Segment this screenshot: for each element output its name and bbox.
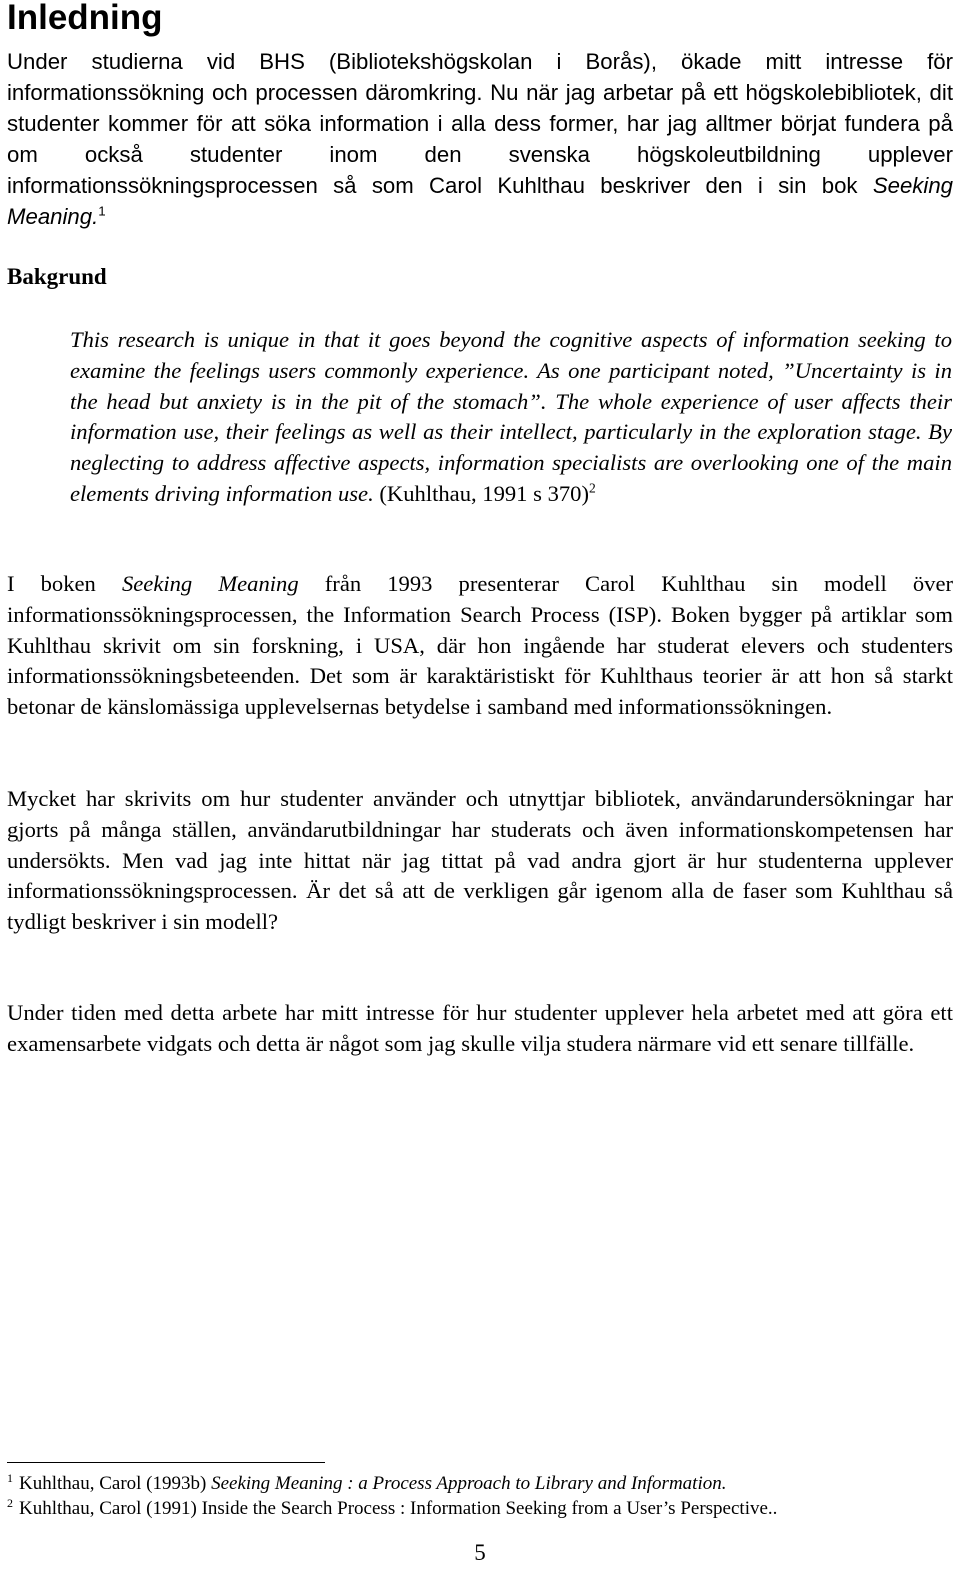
footnote-text: Kuhlthau, Carol (1991) Inside the Search Process : Information Seeking from a User’s Perspective.. (19, 1498, 778, 1519)
footnote-ref-2[interactable]: 2 (588, 480, 596, 496)
body-paragraph-1 (7, 569, 953, 723)
footnote-divider (7, 1462, 325, 1463)
footnote-number: 2 (7, 1495, 13, 1510)
footnote-2 (7, 1496, 953, 1521)
body-paragraph-3: Under tiden med detta arbete har mitt intresse för hur studenter upplever hela arbetet med att göra ett examensarbete vidgats och detta är något som jag skulle vilja studera närmare vid ett senare tillfälle. (7, 1000, 953, 1056)
footnote-text: Kuhlthau, Carol (1993b) (19, 1473, 212, 1494)
page-number: 5 (474, 1540, 486, 1565)
footnote-title: Seeking Meaning : a Process Approach to Library and Information. (211, 1473, 727, 1494)
footnote-ref-1[interactable]: 1 (98, 203, 106, 219)
intro-paragraph (7, 47, 953, 232)
p1-after: från 1993 presenterar Carol Kuhlthau sin modell över informationssökningsprocessen, the Information Search Process (ISP). Boken bygger på artiklar som Kuhlthau skrivit om sin forskning, i USA, där hon ingående har studerat elevers och studenters informationssökningsbeteenden. Det som är karaktäristiskt för Kuhlthaus teorier är att hon så starkt betonar de känslomässiga upplevelsernas betydelse i samband med informationssökningen. (7, 571, 953, 720)
footnote-1 (7, 1471, 953, 1496)
section-heading: Bakgrund (7, 264, 107, 289)
quote-text: This research is unique in that it goes beyond the cognitive aspects of information seeking to examine the feelings users commonly experience. As one participant noted, ”Uncertainty is in the head but anxiety is in the pit of the stomach”. The whole experience of user affects their information use, their feelings as well as their intellect, particularly in the exploration stage. By neglecting to address affective aspects, information specialists are overlooking one of the main elements driving information use. (70, 327, 952, 506)
footnotes (7, 1471, 953, 1521)
footnote-number: 1 (7, 1470, 13, 1485)
intro-book-title: Seeking Meaning. (7, 172, 953, 229)
intro-text: Under studierna vid BHS (Bibliotekshögskolan i Borås), ökade mitt intresse för informationssökning och processen däromkring. Nu när jag arbetar på ett högskolebibliotek, dit studenter kommer för att söka information i alla dess former, har jag alltmer börjat fundera på om också studenter inom den svenska högskoleutbildning upplever informationssökningsprocessen så som Carol Kuhlthau beskriver den i sin bok (7, 49, 953, 198)
p1-before: I boken (7, 571, 122, 596)
block-quote (70, 325, 952, 510)
body-paragraph-2: Mycket har skrivits om hur studenter använder och utnyttjar bibliotek, användarundersökningar har gjorts på många ställen, användarutbildningar har studerats och även informationskompetensen har undersökts. Men vad jag inte hittat när jag tittat på vad andra gjort är hur studenterna upplever informationssökningsprocessen. Är det så att de verkligen går igenom alla de faser som Kuhlthau så tydligt beskriver i sin modell? (7, 786, 953, 935)
page-heading: Inledning (7, 0, 163, 37)
p1-book-title: Seeking Meaning (121, 571, 299, 596)
quote-citation: (Kuhlthau, 1991 s 370) (373, 480, 589, 506)
